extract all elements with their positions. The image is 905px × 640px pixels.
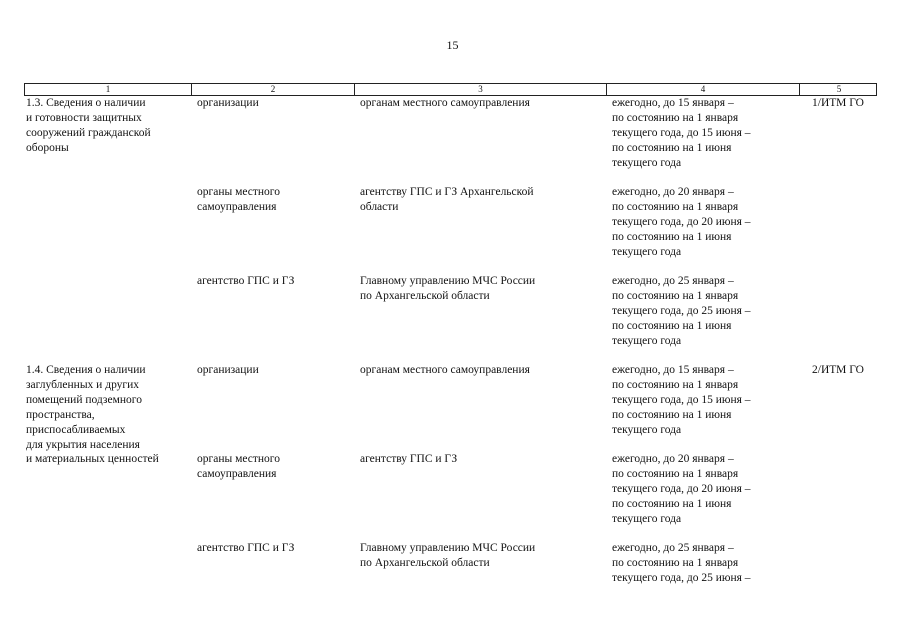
report-form-code: 2/ИТМ ГО (812, 364, 864, 376)
submitter-line: самоуправления (197, 467, 277, 480)
submitter-line: самоуправления (197, 200, 277, 213)
deadline-line: по состоянию на 1 июня (612, 141, 732, 154)
deadline-line: по состоянию на 1 июня (612, 319, 732, 332)
deadline-line: по состоянию на 1 января (612, 378, 739, 391)
deadline-line: текущего года, до 25 июня – (612, 304, 751, 317)
submitter-cell (191, 452, 354, 541)
deadline-cell (606, 452, 799, 541)
deadline-line: по состоянию на 1 января (612, 111, 739, 124)
column-number-5: 5 (836, 84, 842, 94)
deadline-cell (606, 96, 799, 185)
deadline-line: по состоянию на 1 января (612, 467, 739, 480)
item-description-line: обороны (26, 141, 69, 154)
submission-rows (191, 96, 799, 363)
table-row (191, 452, 799, 541)
deadline-line: текущего года (612, 334, 682, 347)
deadline-line: текущего года (612, 245, 682, 258)
deadline-line: текущего года, до 25 июня – (612, 571, 751, 584)
item-description-line: 1.4. Сведения о наличии (26, 364, 146, 376)
table-group (24, 96, 877, 363)
table-row (191, 185, 799, 274)
item-description-line: для укрытия населения (26, 438, 140, 451)
deadline-line: ежегодно, до 20 января – (612, 453, 734, 465)
reporting-table (24, 83, 877, 601)
submitter-cell (191, 185, 354, 274)
submitter-line: организации (197, 97, 259, 109)
deadline-line: текущего года, до 15 июня – (612, 393, 751, 406)
deadline-cell (606, 274, 799, 363)
report-form-code: 1/ИТМ ГО (812, 97, 864, 109)
deadline-line: по состоянию на 1 января (612, 289, 739, 302)
recipient-cell (354, 541, 606, 601)
recipient-line: по Архангельской области (360, 556, 490, 569)
deadline-line: текущего года (612, 423, 682, 436)
column-number-1: 1 (25, 84, 192, 95)
deadline-line: текущего года (612, 156, 682, 169)
deadline-line: ежегодно, до 15 января – (612, 364, 734, 376)
deadline-line: по состоянию на 1 июня (612, 497, 732, 510)
deadline-cell (606, 185, 799, 274)
item-description-line: сооружений гражданской (26, 126, 151, 139)
submitter-line: органы местного (197, 453, 280, 465)
table-body (24, 96, 877, 601)
table-row (191, 363, 799, 452)
item-description-line: помещений подземного (26, 393, 142, 406)
deadline-line: по состоянию на 1 января (612, 200, 739, 213)
table-row (191, 96, 799, 185)
recipient-cell (354, 185, 606, 274)
deadline-line: текущего года (612, 512, 682, 525)
deadline-line: текущего года, до 20 июня – (612, 215, 751, 228)
table-group (24, 363, 877, 601)
table-row (191, 274, 799, 363)
column-number-4: 4 (607, 84, 800, 95)
recipient-line: органам местного самоуправления (360, 364, 530, 376)
item-description-line: приспосабливаемых (26, 423, 126, 436)
submission-rows (191, 363, 799, 601)
deadline-line: ежегодно, до 25 января – (612, 275, 734, 287)
submitter-cell (191, 274, 354, 363)
item-description-line: 1.3. Сведения о наличии (26, 97, 146, 109)
deadline-cell (606, 541, 799, 601)
recipient-cell (354, 274, 606, 363)
item-description-line: заглубленных и других (26, 378, 140, 391)
submitter-line: органы местного (197, 186, 280, 198)
recipient-cell (354, 96, 606, 185)
recipient-cell (354, 363, 606, 452)
deadline-line: ежегодно, до 15 января – (612, 97, 734, 109)
item-description-line: и материальных ценностей (26, 453, 159, 466)
recipient-cell (354, 452, 606, 541)
item-description (24, 96, 191, 363)
submitter-line: агентство ГПС и ГЗ (197, 275, 295, 287)
deadline-line: ежегодно, до 25 января – (612, 542, 734, 554)
submitter-line: организации (197, 364, 259, 376)
submitter-cell (191, 96, 354, 185)
item-description-line: и готовности защитных (26, 111, 142, 124)
item-description-line: пространства, (26, 408, 95, 421)
deadline-line: по состоянию на 1 июня (612, 408, 732, 421)
recipient-line: Главному управлению МЧС России (360, 275, 536, 287)
recipient-line: области (360, 200, 399, 213)
page-number: 15 (446, 38, 459, 52)
recipient-line: агентству ГПС и ГЗ Архангельской (360, 186, 534, 198)
column-number-3: 3 (355, 84, 607, 95)
deadline-line: ежегодно, до 20 января – (612, 186, 734, 198)
recipient-line: Главному управлению МЧС России (360, 542, 536, 554)
deadline-cell (606, 363, 799, 452)
deadline-line: по состоянию на 1 января (612, 556, 739, 569)
item-description (24, 363, 191, 601)
deadline-line: по состоянию на 1 июня (612, 230, 732, 243)
deadline-line: текущего года, до 15 июня – (612, 126, 751, 139)
submitter-cell (191, 541, 354, 601)
deadline-line: текущего года, до 20 июня – (612, 482, 751, 495)
recipient-line: по Архангельской области (360, 289, 490, 302)
submitter-line: агентство ГПС и ГЗ (197, 542, 295, 554)
submitter-cell (191, 363, 354, 452)
column-number-header (24, 83, 877, 96)
column-number-2: 2 (192, 84, 355, 95)
recipient-line: агентству ГПС и ГЗ (360, 453, 458, 465)
recipient-line: органам местного самоуправления (360, 97, 530, 109)
table-row (191, 541, 799, 601)
